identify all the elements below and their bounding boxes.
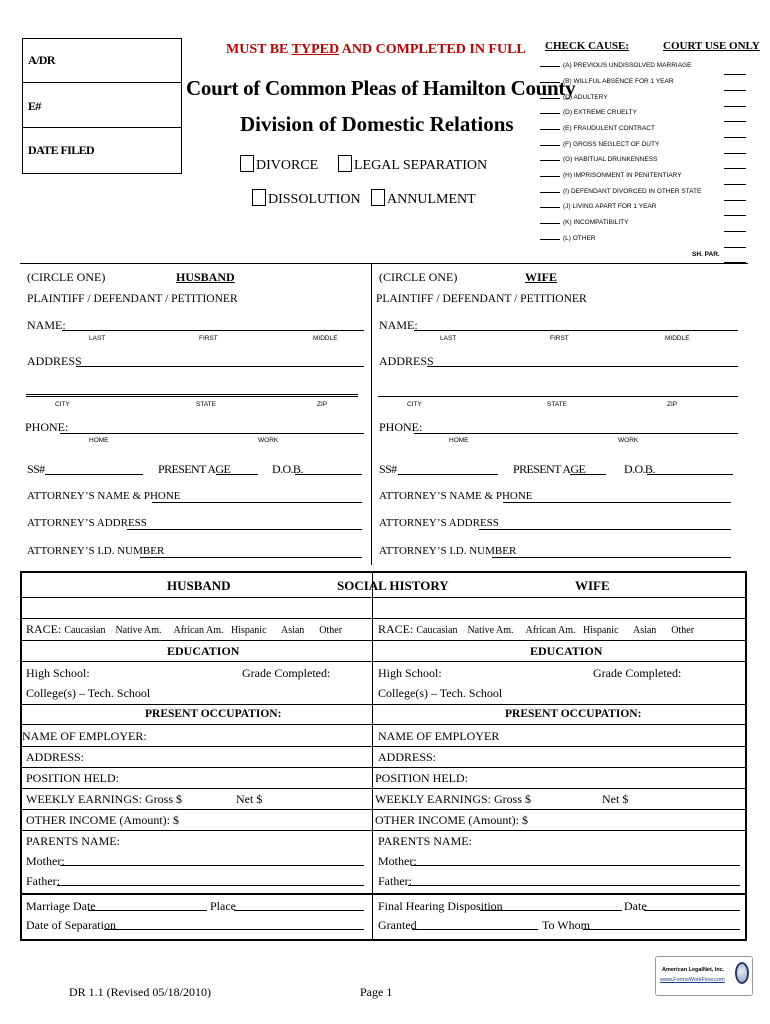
wife-mother-label: Mother: [378, 854, 417, 868]
court-use-line[interactable] [724, 106, 746, 107]
husband-dob-label: D.O.B. [272, 462, 303, 476]
granted-label: Granted [378, 918, 417, 932]
husband-phone-field[interactable] [60, 421, 364, 434]
social-row-3 [22, 640, 745, 641]
husband-name-field[interactable] [62, 318, 364, 331]
wife-middle-label: MIDDLE [665, 335, 690, 342]
place-label: Place [210, 899, 236, 913]
social-center-divider [372, 573, 373, 939]
wife-dob-field[interactable] [647, 462, 733, 475]
court-use-line[interactable] [724, 184, 746, 185]
wife-education-header: EDUCATION [530, 644, 603, 658]
cause-label: (B) WILLFUL ABSENCE FOR 1 YEAR [563, 78, 674, 85]
wife-city-label: CITY [407, 401, 422, 408]
social-row-8 [22, 767, 745, 768]
cause-item[interactable] [540, 109, 637, 116]
husband-net-label: Net $ [236, 792, 263, 806]
husband-attorney-address-field[interactable] [127, 517, 362, 530]
husband-mother-field[interactable] [60, 853, 364, 866]
husband-weekly-label: WEEKLY EARNINGS: Gross $ [26, 792, 183, 806]
husband-city-line[interactable] [26, 384, 358, 397]
wife-name-field[interactable] [414, 318, 738, 331]
court-use-line[interactable] [724, 200, 746, 201]
husband-parents-label: PARENTS NAME: [26, 834, 120, 848]
separation-date-label: Date of Separation [26, 918, 116, 932]
husband-last-label: LAST [89, 335, 106, 342]
wife-label: WIFE [525, 270, 558, 284]
cause-check-line[interactable] [540, 113, 560, 114]
wife-attorney-address-label: ATTORNEY’S ADDRESS [379, 517, 499, 529]
husband-phone-label: PHONE: [25, 420, 69, 434]
form-id: DR 1.1 (Revised 05/18/2010) [69, 985, 211, 999]
social-row-4 [22, 661, 745, 662]
social-row-11 [22, 830, 745, 831]
husband-dob-field[interactable] [295, 462, 362, 475]
social-row-7 [22, 746, 745, 747]
cause-item[interactable] [540, 203, 656, 210]
cause-item[interactable] [540, 78, 674, 85]
husband-college-label: College(s) – Tech. School [26, 686, 151, 700]
husband-father-label: Father: [26, 874, 60, 888]
cause-check-line[interactable] [540, 192, 560, 193]
wife-employer-label: NAME OF EMPLOYER [378, 729, 500, 743]
social-wife-header: WIFE [575, 578, 610, 593]
cause-label: (G) HABITUAL DRUNKENNESS [563, 156, 658, 163]
legal-separation-option[interactable]: LEGAL SEPARATION [338, 155, 487, 174]
court-use-line[interactable] [724, 90, 746, 91]
wife-attorney-address-field[interactable] [479, 517, 731, 530]
sh-par-label: SH. PAR. [692, 251, 720, 258]
vendor-url[interactable]: www.FormsWorkFlow.com [660, 977, 725, 983]
annulment-option[interactable]: ANNULMENT [371, 189, 476, 208]
wife-work-label: WORK [618, 437, 639, 444]
wife-weekly-label: WEEKLY EARNINGS: Gross $ [375, 792, 532, 806]
cause-check-line[interactable] [540, 129, 560, 130]
husband-label: HUSBAND [176, 270, 235, 284]
husband-father-field[interactable] [57, 873, 364, 886]
wife-attorney-id-field[interactable] [492, 545, 731, 558]
wife-race-row[interactable]: RACE: Caucasian Native Am. African Am. Hispanic Asian Other [378, 622, 695, 636]
husband-high-school-label: High School: [26, 666, 90, 680]
wife-mother-field[interactable] [411, 853, 740, 866]
wife-address-social-label: ADDRESS: [378, 750, 437, 764]
dissolution-checkbox[interactable] [252, 189, 266, 206]
cause-check-line[interactable] [540, 82, 560, 83]
court-use-line[interactable] [724, 153, 746, 154]
husband-position-label: POSITION HELD: [26, 771, 119, 785]
place-field[interactable] [234, 898, 364, 911]
cause-item[interactable] [540, 172, 682, 179]
wife-grade-label: Grade Completed: [593, 666, 682, 680]
wife-home-label: HOME [449, 437, 469, 444]
cause-check-line[interactable] [540, 207, 560, 208]
husband-race-row[interactable]: RACE: Caucasian Native Am. African Am. Hispanic Asian Other [26, 622, 343, 636]
cause-item[interactable] [540, 125, 655, 132]
wife-state-label: STATE [547, 401, 567, 408]
cause-label: (H) IMPRISONMENT IN PENITENTIARY [563, 172, 682, 179]
wife-father-label: Father: [378, 874, 412, 888]
dissolution-option[interactable]: DISSOLUTION [252, 189, 361, 208]
wife-attorney-name-field[interactable] [503, 490, 731, 503]
adr-label: A/DR [28, 53, 55, 67]
instruction-text: MUST BE TYPED AND COMPLETED IN FULL [226, 42, 526, 57]
husband-employer-label: NAME OF EMPLOYER: [22, 729, 147, 743]
husband-address-label: ADDRESS [27, 354, 82, 368]
cause-label: (I) DEFENDANT DIVORCED IN OTHER STATE [563, 188, 702, 195]
header-divider [20, 263, 748, 264]
cause-label: (D) EXTREME CRUELTY [563, 109, 637, 116]
division-title: Division of Domestic Relations [240, 112, 514, 136]
husband-name-label: NAME: [27, 318, 66, 332]
wife-address-line2[interactable] [378, 384, 738, 397]
wife-occupation-header: PRESENT OCCUPATION: [505, 708, 642, 720]
final-hearing-label: Final Hearing Disposition [378, 899, 503, 913]
wife-circle-one: (CIRCLE ONE) [379, 270, 458, 284]
check-cause-title: CHECK CAUSE: [545, 40, 630, 52]
husband-home-label: HOME [89, 437, 109, 444]
case-info-box [22, 38, 182, 174]
husband-state-label: STATE [196, 401, 216, 408]
divorce-checkbox[interactable] [240, 155, 254, 172]
page-number: Page 1 [360, 985, 393, 999]
cause-check-line[interactable] [540, 145, 560, 146]
husband-address-field[interactable] [76, 354, 364, 367]
cause-item[interactable] [540, 235, 596, 242]
e-number-label: E# [28, 99, 41, 113]
cause-label: (C) ADULTERY [563, 94, 608, 101]
husband-age-label: PRESENT AGE [158, 462, 231, 476]
husband-mother-label: Mother: [26, 854, 65, 868]
wife-attorney-id-label: ATTORNEY’S I.D. NUMBER [379, 545, 517, 557]
wife-ss-field[interactable] [398, 462, 498, 475]
final-date-field[interactable] [644, 898, 740, 911]
wife-dob-label: D.O.B. [624, 462, 655, 476]
court-use-line[interactable] [724, 247, 746, 248]
husband-ss-label: SS# [27, 462, 45, 476]
wife-other-income-label: OTHER INCOME (Amount): $ [375, 813, 528, 827]
social-row-10 [22, 809, 745, 810]
wife-phone-field[interactable] [414, 421, 738, 434]
social-title: SOCIAL HISTORY [337, 578, 449, 593]
social-husband-header: HUSBAND [167, 578, 231, 593]
husband-address-social-label: ADDRESS: [26, 750, 85, 764]
husband-city-label: CITY [55, 401, 70, 408]
final-date-label: Date [624, 899, 647, 913]
cause-item[interactable] [540, 141, 659, 148]
cause-check-line[interactable] [540, 176, 560, 177]
cause-label: (A) PREVIOUS UNDISSOLVED MARRIAGE [563, 62, 692, 69]
husband-circle-one: (CIRCLE ONE) [27, 270, 106, 284]
to-whom-field[interactable] [583, 917, 740, 930]
court-title: Court of Common Pleas of Hamilton County [186, 76, 576, 100]
husband-zip-label: ZIP [317, 401, 328, 408]
cause-label: (E) FRAUDULENT CONTRACT [563, 125, 655, 132]
wife-name-label: NAME: [379, 318, 418, 332]
cause-item[interactable] [540, 188, 701, 195]
wife-age-label: PRESENT AGE [513, 462, 586, 476]
wife-age-field[interactable] [570, 462, 606, 475]
husband-attorney-id-field[interactable] [140, 545, 362, 558]
wife-net-label: Net $ [602, 792, 629, 806]
wife-first-label: FIRST [550, 335, 569, 342]
social-row-2 [22, 618, 745, 619]
court-use-line[interactable] [724, 137, 746, 138]
wife-college-label: College(s) – Tech. School [378, 686, 503, 700]
wife-phone-label: PHONE: [379, 420, 423, 434]
divorce-option[interactable]: DIVORCE [240, 155, 318, 174]
cause-label: (J) LIVING APART FOR 1 YEAR [563, 203, 657, 210]
final-hearing-field[interactable] [480, 898, 622, 911]
court-use-line[interactable] [724, 168, 746, 169]
court-use-title: COURT USE ONLY [663, 40, 760, 52]
husband-grade-label: Grade Completed: [242, 666, 331, 680]
vendor-globe-icon [735, 962, 749, 984]
marriage-date-label: Marriage Date [26, 899, 96, 913]
wife-high-school-label: High School: [378, 666, 442, 680]
husband-occupation-header: PRESENT OCCUPATION: [145, 708, 282, 720]
wife-address-label: ADDRESS [379, 354, 434, 368]
husband-attorney-name-label: ATTORNEY’S NAME & PHONE [27, 490, 181, 502]
husband-attorney-address-label: ATTORNEY’S ADDRESS [27, 517, 147, 529]
wife-role-options[interactable]: PLAINTIFF / DEFENDANT / PETITIONER [376, 293, 587, 305]
party-divider [371, 263, 372, 565]
cause-check-line[interactable] [540, 239, 560, 240]
husband-other-income-label: OTHER INCOME (Amount): $ [26, 813, 179, 827]
court-use-line[interactable] [724, 231, 746, 232]
cause-check-line[interactable] [540, 98, 560, 99]
social-row-6 [22, 724, 745, 725]
to-whom-label: To Whom [542, 918, 590, 932]
wife-address-field[interactable] [427, 354, 738, 367]
cause-item[interactable] [540, 94, 608, 101]
husband-first-label: FIRST [199, 335, 218, 342]
vendor-logo [655, 956, 753, 996]
cause-label: (F) GROSS NEGLECT OF DUTY [563, 141, 660, 148]
social-row-9 [22, 788, 745, 789]
husband-ss-field[interactable] [45, 462, 143, 475]
wife-last-label: LAST [440, 335, 457, 342]
annulment-checkbox[interactable] [371, 189, 385, 206]
wife-zip-label: ZIP [667, 401, 678, 408]
husband-work-label: WORK [258, 437, 279, 444]
cause-item[interactable] [540, 156, 657, 163]
wife-ss-label: SS# [379, 462, 397, 476]
cause-check-line[interactable] [540, 66, 560, 67]
separation-date-field[interactable] [104, 917, 364, 930]
legal-separation-checkbox[interactable] [338, 155, 352, 172]
husband-education-header: EDUCATION [167, 644, 240, 658]
cause-label: (L) OTHER [563, 235, 596, 242]
marriage-date-field[interactable] [88, 898, 207, 911]
granted-field[interactable] [412, 917, 538, 930]
husband-middle-label: MIDDLE [313, 335, 338, 342]
cause-item[interactable] [540, 219, 629, 226]
cause-label: (K) INCOMPATIBILITY [563, 219, 629, 226]
court-use-line[interactable] [724, 215, 746, 216]
cause-item[interactable] [540, 62, 691, 69]
wife-parents-label: PARENTS NAME: [378, 834, 472, 848]
cause-check-line[interactable] [540, 160, 560, 161]
social-row-1 [22, 597, 745, 598]
wife-attorney-name-label: ATTORNEY’S NAME & PHONE [379, 490, 533, 502]
husband-age-field[interactable] [216, 462, 258, 475]
wife-position-label: POSITION HELD: [375, 771, 468, 785]
social-row-12 [22, 893, 745, 895]
husband-role-options[interactable]: PLAINTIFF / DEFENDANT / PETITIONER [27, 293, 238, 305]
husband-attorney-name-field[interactable] [152, 490, 362, 503]
court-use-line[interactable] [724, 74, 746, 75]
social-row-5 [22, 704, 745, 705]
husband-attorney-id-label: ATTORNEY’S I.D. NUMBER [27, 545, 165, 557]
cause-check-line[interactable] [540, 223, 560, 224]
wife-father-field[interactable] [408, 873, 740, 886]
court-use-line[interactable] [724, 121, 746, 122]
vendor-name: American LegalNet, Inc. [662, 967, 725, 973]
date-filed-label: DATE FILED [28, 143, 95, 157]
